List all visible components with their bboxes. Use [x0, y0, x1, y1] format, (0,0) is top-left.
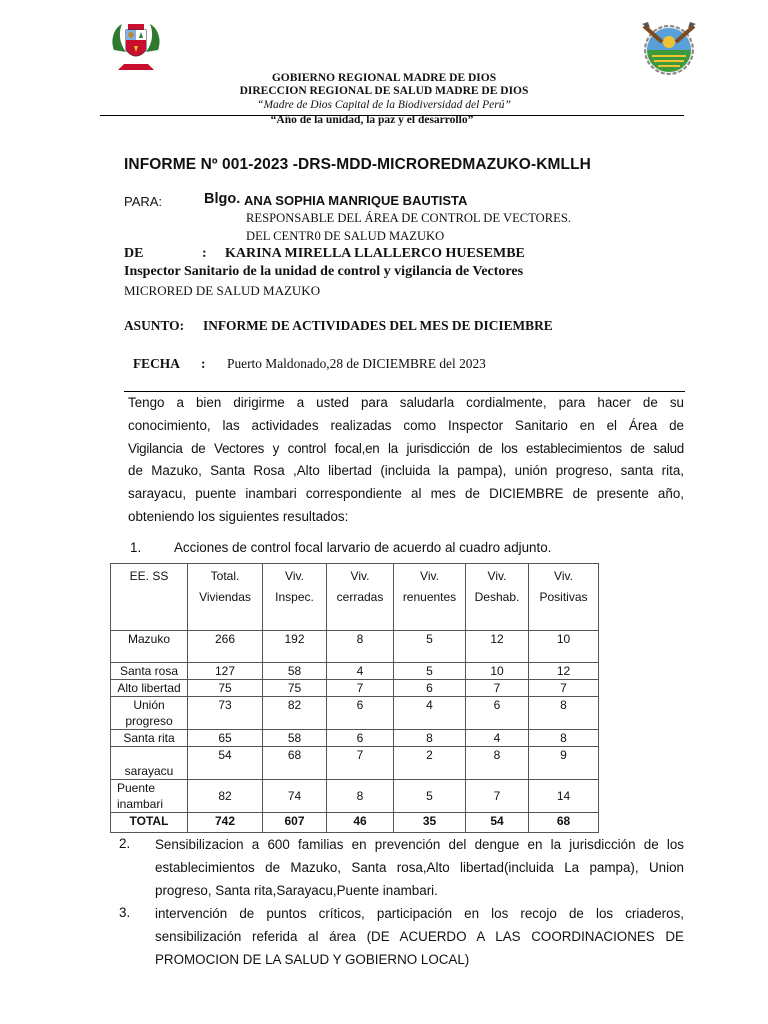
table-header-cell: Viv. Inspec.	[263, 564, 327, 631]
de-sender-role: Inspector Sanitario de la unidad de control y vigilancia de Vectores	[124, 264, 524, 279]
item-3-line: sensibilización referida al área (DE ACUERDO A LAS COORDINACIONES DE	[155, 928, 684, 944]
para-recipient-place: DEL CENTR0 DE SALUD MAZUKO	[246, 229, 445, 243]
table-row: sarayacu 54 68 7 2 8 9	[111, 747, 599, 780]
peru-coat-of-arms-icon	[108, 20, 164, 72]
para-title-prefix: Blgo.	[204, 191, 241, 207]
header-motto: “Madre de Dios Capital de la Biodiversidad del Perú”	[257, 99, 511, 111]
table-header-cell: Total. Viviendas	[188, 564, 263, 631]
table-header-cell: EE. SS	[111, 564, 188, 631]
de-colon: :	[202, 246, 207, 261]
de-sender-org: MICRORED DE SALUD MAZUKO	[124, 283, 321, 298]
report-title: INFORME Nº 001-2023 -DRS-MDD-MICROREDMAZUKO-KMLLH	[124, 156, 591, 173]
para-label: PARA:	[124, 194, 163, 209]
intro-line: de Mazuko, Santa Rosa ,Alto libertad (incluida la pampa), unión progreso, santa rita,	[128, 463, 684, 479]
header-direction: DIRECCION REGIONAL DE SALUD MADRE DE DIOS	[239, 85, 529, 97]
item-1-text: Acciones de control focal larvario de acuerdo al cuadro adjunto.	[174, 540, 552, 555]
fecha-text: Puerto Maldonado,28 de DICIEMBRE del 2023	[227, 356, 486, 371]
table-row: Alto libertad 75 75 7 6 7 7	[111, 680, 599, 697]
table-header-row	[111, 564, 599, 631]
table-row: Mazuko 266 192 8 5 12 10	[111, 631, 599, 663]
table-row: Santa rita 65 58 6 8 4 8	[111, 730, 599, 747]
fecha-colon: :	[201, 356, 206, 371]
table-row: Puente inambari 82 74 8 5 7 14	[111, 780, 599, 813]
para-recipient-role: RESPONSABLE DEL ÁREA DE CONTROL DE VECTORES.	[246, 211, 572, 225]
table-row: Santa rosa 127 58 4 5 10 12	[111, 663, 599, 680]
header-year-motto: “Año de la unidad, la paz y el desarrollo”	[270, 114, 474, 126]
de-sender-name: KARINA MIRELLA LLALLERCO HUESEMBE	[225, 246, 525, 261]
fecha-label: FECHA	[133, 356, 180, 371]
item-3-line: intervención de puntos críticos, participación en los recojo de los criaderos,	[155, 906, 684, 921]
table-header-cell: Viv. Positivas	[529, 564, 599, 631]
table-header-cell: Viv. Deshab.	[466, 564, 529, 631]
item-3-line: PROMOCION DE LA SALUD Y GOBIERNO LOCAL)	[155, 951, 470, 967]
de-label: DE	[124, 246, 144, 261]
intro-line: sarayacu, puente inambari correspondiente al mes de DICIEMBRE de presente año,	[128, 486, 684, 502]
intro-line: Vigilancia de Vectores y control focal,en la jurisdicción de los establecimientos de salud	[128, 440, 684, 456]
item-2-line: Sensibilizacion a 600 familias en prevención del dengue en la jurisdicción de los	[155, 837, 684, 852]
item-2-line: establecimientos de Mazuko, Santa rosa,Alto libertad(incluida La pampa), Union	[155, 859, 684, 875]
item-number: 1.	[130, 540, 142, 555]
asunto-text: INFORME DE ACTIVIDADES DEL MES DE DICIEMBRE	[203, 318, 553, 333]
table-header-cell: Viv. renuentes	[394, 564, 466, 631]
intro-paragraph	[128, 392, 684, 529]
table-row: Unión progreso 73 82 6 4 6 8	[111, 697, 599, 730]
intro-line: conocimiento, las actividades realizadas como Inspector Sanitario en el Área de	[128, 417, 684, 433]
table-total-row: TOTAL 742 607 46 35 54 68	[111, 813, 599, 833]
intro-line: Tengo a bien dirigirme a usted para saludarla cordialmente, para hacer de su	[128, 395, 684, 410]
madre-de-dios-region-emblem-icon	[638, 20, 700, 76]
asunto-label: ASUNTO:	[124, 318, 185, 333]
item-2-line: progreso, Santa rita,Sarayacu,Puente inambari.	[155, 882, 438, 898]
item-number: 3.	[119, 905, 131, 920]
intro-line: obteniendo los siguientes resultados:	[128, 508, 349, 524]
vector-control-table	[110, 563, 599, 833]
item-3-text	[155, 903, 684, 971]
para-recipient-name: ANA SOPHIA MANRIQUE BAUTISTA	[244, 193, 468, 208]
item-number: 2.	[119, 836, 131, 851]
table-header-cell: Viv. cerradas	[327, 564, 394, 631]
header-government: GOBIERNO REGIONAL MADRE DE DIOS	[271, 72, 497, 84]
item-2-text	[155, 834, 684, 902]
